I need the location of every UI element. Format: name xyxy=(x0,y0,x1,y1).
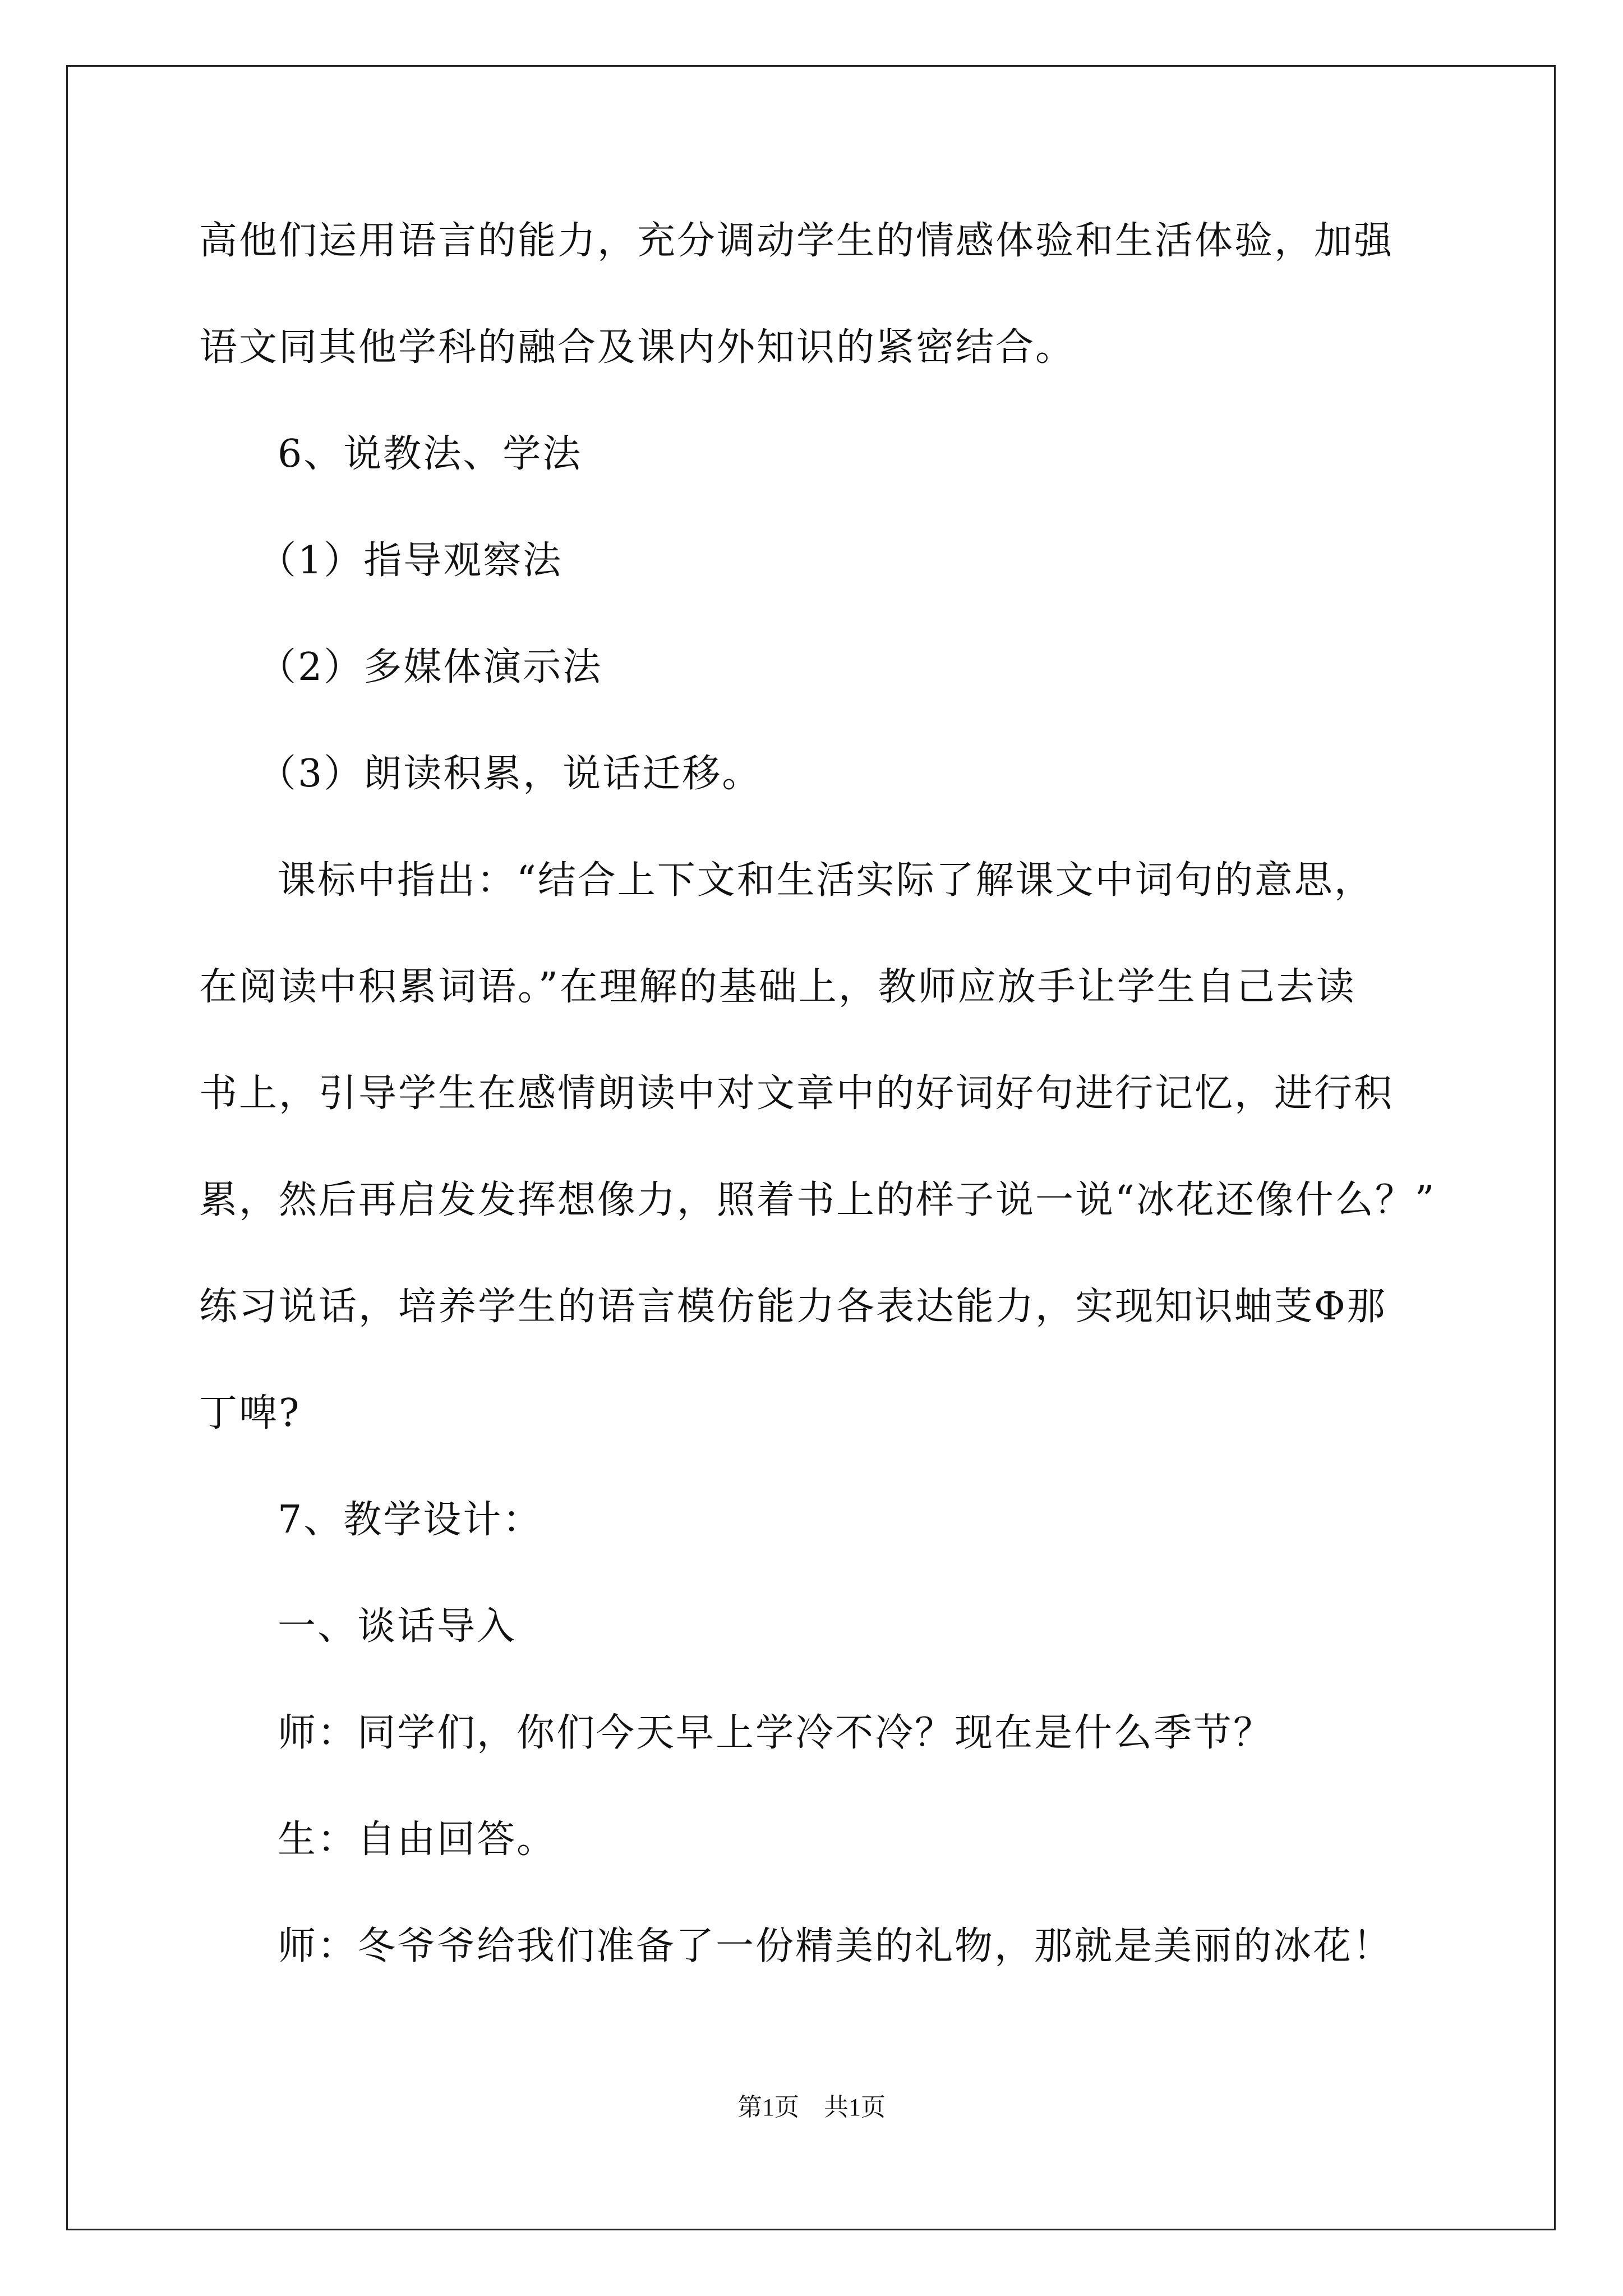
paragraph-line: 丁啤? xyxy=(199,1391,301,1435)
subsection-heading: 一、谈话导入 xyxy=(278,1604,517,1649)
list-item: （3）朗读积累，说话迁移。 xyxy=(258,752,762,796)
list-item: （2）多媒体演示法 xyxy=(258,645,603,689)
dialogue-line: 师：同学们，你们今天早上学冷不冷？现在是什么季节？ xyxy=(278,1711,1274,1755)
paragraph-line: 语文同其他学科的融合及课内外知识的紧密结合。 xyxy=(199,325,1076,370)
paragraph-line: 累，然后再启发发挥想像力，照着书上的样子说一说“冰花还像什么？” xyxy=(199,1178,1436,1222)
dialogue-line: 师：冬爷爷给我们准备了一份精美的礼物，那就是美丽的冰花！ xyxy=(278,1924,1393,1968)
paragraph-line: 高他们运用语言的能力，充分调动学生的情感体验和生活体验，加强 xyxy=(199,219,1394,263)
paragraph-line: 在阅读中积累词语。”在理解的基础上，教师应放手让学生自己去读 xyxy=(199,965,1356,1009)
document-body xyxy=(199,208,1489,2019)
list-item: （1）指导观察法 xyxy=(258,539,563,583)
dialogue-line: 生：自由回答。 xyxy=(278,1818,557,1862)
section-heading: 6、说教法、学法 xyxy=(278,432,583,476)
paragraph-line: 课标中指出：“结合上下文和生活实际了解课文中词句的意思， xyxy=(278,858,1374,903)
page-footer: 第1页 共1页 xyxy=(737,2093,886,2121)
paragraph-line: 练习说话，培养学生的语言模仿能力各表达能力，实现知识蚰芰Φ那 xyxy=(199,1285,1387,1329)
section-heading: 7、教学设计： xyxy=(278,1498,543,1542)
paragraph-line: 书上，引导学生在感情朗读中对文章中的好词好句进行记忆，进行积 xyxy=(199,1071,1394,1116)
